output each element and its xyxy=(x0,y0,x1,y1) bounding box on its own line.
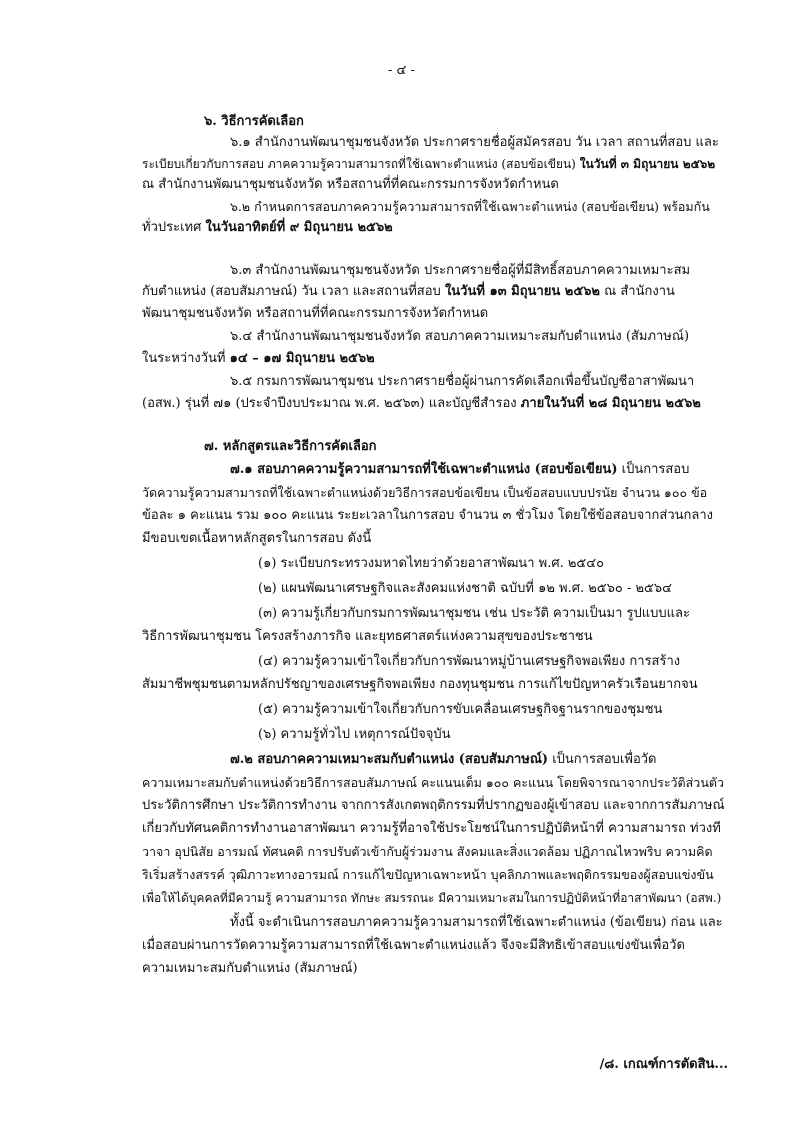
para-7-2-line-2: ความเหมาะสมกับตำแหน่งด้วยวิธีการสอบสัมภาษณ์ คะแนนเต็ม ๑๐๐ คะแนน โดยพิจารณาจากประวัติส่วนตัว xyxy=(142,775,724,790)
para-7-3-line-1: ทั้งนี้ จะดำเนินการสอบภาคความรู้ความสามารถที่ใช้เฉพาะตำแหน่ง (ข้อเขียน) ก่อน และ xyxy=(230,915,723,930)
para-7-2-line-3: ประวัติการศึกษา ประวัติการทำงาน จากการสังเกตพฤติกรรมที่ปรากฏของผู้เข้าสอบ และจากการสัมภาษณ์ xyxy=(142,798,725,813)
para-6-3-date: ในวันที่ ๑๓ มิถุนายน ๒๕๖๒ xyxy=(444,284,601,299)
para-6-1-date: ในวันที่ ๓ มิถุนายน ๒๕๖๒ xyxy=(579,157,716,171)
para-6-5-date: ภายในวันที่ ๒๘ มิถุนายน ๒๕๖๒ xyxy=(520,396,701,411)
para-7-2-line-1 xyxy=(230,751,657,769)
para-6-1-line-3: ณ สำนักงานพัฒนาชุมชนจังหวัด หรือสถานที่ที่คณะกรรมการจังหวัดกำหนด xyxy=(142,177,559,192)
para-6-3-line-1: ๖.๓ สำนักงานพัฒนาชุมชนจังหวัด ประกาศรายชื่อผู้ที่มีสิทธิ์สอบภาคความเหมาะสม xyxy=(230,263,691,278)
para-6-5-line-2 xyxy=(142,395,701,413)
para-6-1-line-1: ๖.๑ สำนักงานพัฒนาชุมชนจังหวัด ประกาศรายชื่อผู้สมัครสอบ วัน เวลา สถานที่สอบ และ xyxy=(230,135,719,150)
section-6-heading: ๖. วิธีการคัดเลือก xyxy=(204,114,304,129)
para-7-2-line-5: วาจา อุปนิสัย อารมณ์ ทัศนคติ การปรับตัวเข้ากับผู้ร่วมงาน สังคมและสิ่งแวดล้อม ปฏิภาณไหวพริบ ความคิด xyxy=(142,844,713,859)
list-item-5: (๕) ความรู้ความเข้าใจเกี่ยวกับการขับเคลื่อนเศรษฐกิจฐานรากของชุมชน xyxy=(258,702,663,717)
para-6-4-date: ๑๔ – ๑๗ มิถุนายน ๒๕๖๒ xyxy=(229,351,375,366)
para-7-1-line-2: วัดความรู้ความสามารถที่ใช้เฉพาะตำแหน่งด้วยวิธีการสอบข้อเขียน เป็นข้อสอบแบบปรนัย จำนวน ๑๐๐ ข้อ xyxy=(142,485,708,500)
para-7-3-line-2: เมื่อสอบผ่านการวัดความรู้ความสามารถที่ใช้เฉพาะตำแหน่งแล้ว จึงจะมีสิทธิเข้าสอบแข่งขันเพื่อวัด xyxy=(142,938,685,953)
list-item-6: (๖) ความรู้ทั่วไป เหตุการณ์ปัจจุบัน xyxy=(258,727,451,742)
list-item-3-line-2: วิธีการพัฒนาชุมชน โครงสร้างภารกิจ และยุทธศาสตร์แห่งความสุขของประชาชน xyxy=(142,629,593,644)
para-6-1-text: ระเบียบเกี่ยวกับการสอบ ภาคความรู้ความสามารถที่ใช้เฉพาะตำแหน่ง (สอบข้อเขียน) xyxy=(142,157,576,171)
para-6-4-line-2 xyxy=(142,350,375,368)
para-6-1-line-2 xyxy=(142,155,715,173)
para-7-3-line-3: ความเหมาะสมกับตำแหน่ง (สัมภาษณ์) xyxy=(142,961,358,976)
list-item-4-line-2: สัมมาชีพชุมชนตามหลักปรัชญาของเศรษฐกิจพอเพียง กองทุนชุมชน การแก้ไขปัญหาครัวเรือนยากจน xyxy=(142,677,698,692)
para-6-5-text: (อสพ.) รุ่นที่ ๗๑ (ประจำปีงบประมาณ พ.ศ. ๒๕๖๓) และบัญชีสำรอง xyxy=(142,396,517,411)
para-7-1-title: ๗.๑ สอบภาคความรู้ความสามารถที่ใช้เฉพาะตำแหน่ง (สอบข้อเขียน) xyxy=(230,462,618,477)
para-6-3-text: กับตำแหน่ง (สอบสัมภาษณ์) วัน เวลา และสถานที่สอบ xyxy=(142,284,441,299)
list-item-4-line-1: (๔) ความรู้ความเข้าใจเกี่ยวกับการพัฒนาหมู่บ้านเศรษฐกิจพอเพียง การสร้าง xyxy=(258,654,681,669)
para-6-5-line-1: ๖.๕ กรมการพัฒนาชุมชน ประกาศรายชื่อผู้ผ่านการคัดเลือกเพื่อขึ้นบัญชีอาสาพัฒนา xyxy=(230,374,695,389)
para-6-2-line-1: ๖.๒ กำหนดการสอบภาคความรู้ความสามารถที่ใช้เฉพาะตำแหน่ง (สอบข้อเขียน) พร้อมกัน xyxy=(230,199,710,214)
para-7-2-line-7: เพื่อให้ได้บุคคลที่มีความรู้ ความสามารถ ทักษะ สมรรถนะ มีความเหมาะสมในการปฏิบัติหน้าที่อาสาพัฒนา (อสพ.) xyxy=(142,891,722,905)
section-7-heading: ๗. หลักสูตรและวิธีการคัดเลือก xyxy=(204,439,377,454)
next-section-continuation: /๘. เกณฑ์การตัดสิน... xyxy=(599,1057,728,1072)
para-7-2-line-4: เกี่ยวกับทัศนคติการทำงานอาสาพัฒนา ความรู้ที่อาจใช้ประโยชน์ในการปฏิบัติหน้าที่ ความสามารถ ท่วงที xyxy=(142,821,721,836)
list-item-3-line-1: (๓) ความรู้เกี่ยวกับกรมการพัฒนาชุมชน เช่น ประวัติ ความเป็นมา รูปแบบและ xyxy=(258,606,690,621)
list-item-2: (๒) แผนพัฒนาเศรษฐกิจและสังคมแห่งชาติ ฉบับที่ ๑๒ พ.ศ. ๒๕๖๐ - ๒๕๖๔ xyxy=(258,581,672,596)
para-6-4-line-1: ๖.๔ สำนักงานพัฒนาชุมชนจังหวัด สอบภาคความเหมาะสมกับตำแหน่ง (สัมภาษณ์) xyxy=(230,329,690,344)
para-7-2-title: ๗.๒ สอบภาคความเหมาะสมกับตำแหน่ง (สอบสัมภาษณ์) xyxy=(230,752,549,767)
para-7-1-tail: เป็นการสอบ xyxy=(621,462,690,477)
para-7-2-line-6: ริเริ่มสร้างสรรค์ วุฒิภาวะทางอารมณ์ การแก้ไขปัญหาเฉพาะหน้า บุคลิกภาพและพฤติกรรมของผู้สอบแข่งขัน xyxy=(142,867,714,882)
para-6-3-line-2 xyxy=(142,283,675,301)
para-6-2-line-2 xyxy=(142,219,393,237)
para-6-3-line-3: พัฒนาชุมชนจังหวัด หรือสถานที่ที่คณะกรรมการจังหวัดกำหนด xyxy=(142,306,489,321)
para-7-1-line-3: ข้อละ ๑ คะแนน รวม ๑๐๐ คะแนน ระยะเวลาในการสอบ จำนวน ๓ ชั่วโมง โดยใช้ข้อสอบจากส่วนกลาง xyxy=(142,508,714,523)
list-item-1: (๑) ระเบียบกระทรวงมหาดไทยว่าด้วยอาสาพัฒนา พ.ศ. ๒๕๔๐ xyxy=(258,556,605,571)
page-number: - ๔ - xyxy=(388,63,415,78)
para-7-2-tail: เป็นการสอบเพื่อวัด xyxy=(552,752,657,767)
para-6-2-date: ในวันอาทิตย์ที่ ๙ มิถุนายน ๒๕๖๒ xyxy=(205,220,393,235)
para-6-4-text: ในระหว่างวันที่ xyxy=(142,351,226,366)
para-6-2-text: ทั่วประเทศ xyxy=(142,220,202,235)
para-7-1-line-1 xyxy=(230,461,689,479)
para-6-3-tail: ณ สำนักงาน xyxy=(604,284,675,299)
para-7-1-line-4: มีขอบเขตเนื้อหาหลักสูตรในการสอบ ดังนี้ xyxy=(142,531,372,546)
